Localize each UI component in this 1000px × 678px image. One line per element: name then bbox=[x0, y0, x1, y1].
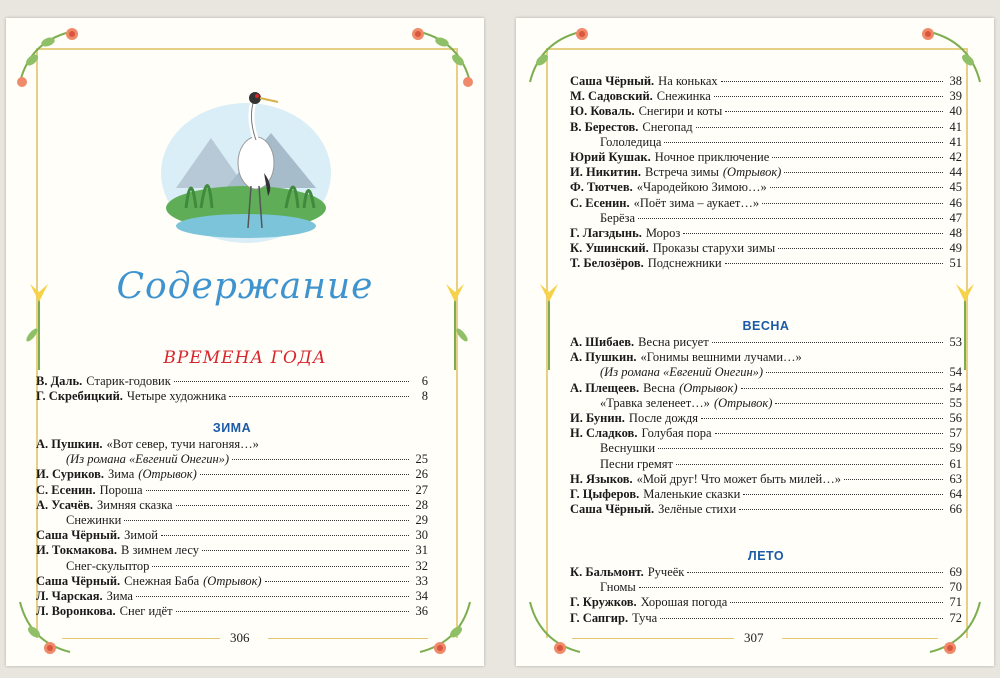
right-page bbox=[516, 18, 994, 666]
toc-entry bbox=[36, 437, 428, 452]
toc-page-number: 53 bbox=[949, 335, 962, 349]
toc-entry bbox=[570, 381, 962, 396]
toc-page-number: 64 bbox=[949, 486, 962, 501]
leader-dots bbox=[660, 618, 943, 619]
toc-page-number: 47 bbox=[949, 210, 962, 225]
toc-title: Снег-скульптор bbox=[66, 558, 150, 573]
toc-entry bbox=[570, 150, 962, 165]
toc-entry bbox=[570, 487, 962, 502]
toc-page-number: 8 bbox=[421, 389, 428, 404]
toc-author: Ф. Тютчев. bbox=[570, 180, 633, 195]
toc-page-number: 25 bbox=[415, 452, 428, 467]
toc-author: Н. Сладков. bbox=[570, 426, 638, 441]
toc-entry bbox=[570, 350, 962, 365]
toc-entry bbox=[36, 574, 428, 589]
toc-page-number: 29 bbox=[415, 512, 428, 527]
toc-entry bbox=[570, 365, 962, 380]
toc-author: И. Токмакова. bbox=[36, 543, 117, 558]
leader-dots bbox=[676, 464, 943, 465]
toc-title: Гололедица bbox=[600, 134, 662, 149]
toc-title: Берёза bbox=[600, 210, 636, 225]
toc-page-number: 54 bbox=[949, 365, 962, 380]
leader-dots bbox=[176, 505, 409, 506]
toc-entry bbox=[570, 472, 962, 487]
toc-title: Зимняя сказка bbox=[97, 497, 173, 512]
leader-dots bbox=[721, 81, 943, 82]
leader-dots bbox=[743, 494, 943, 495]
toc-title: Старик-годовик bbox=[86, 374, 171, 388]
toc-author: А. Шибаев. bbox=[570, 335, 635, 349]
toc-entry bbox=[36, 513, 428, 528]
toc-page-number: 44 bbox=[949, 165, 962, 180]
toc-author: И. Бунин. bbox=[570, 410, 625, 425]
toc-title: Четыре художника bbox=[126, 389, 227, 404]
toc-entry bbox=[570, 611, 962, 626]
toc-page-number: 46 bbox=[949, 195, 962, 210]
leader-dots bbox=[146, 490, 409, 491]
toc-page-number: 6 bbox=[421, 374, 428, 388]
leader-dots bbox=[124, 520, 409, 521]
section-title-vesna: ВЕСНА bbox=[742, 319, 790, 333]
leader-dots bbox=[741, 388, 943, 389]
toc-page-number: 38 bbox=[949, 74, 962, 88]
toc-title: Зима bbox=[106, 588, 133, 603]
toc-entry bbox=[36, 543, 428, 558]
leader-dots bbox=[739, 509, 943, 510]
footer-rule bbox=[782, 638, 938, 639]
toc-page-number: 45 bbox=[949, 180, 962, 195]
toc-page-number: 42 bbox=[949, 149, 962, 164]
toc-page-number: 49 bbox=[949, 241, 962, 256]
leader-dots bbox=[762, 203, 943, 204]
toc-page-number: 40 bbox=[949, 104, 962, 119]
toc-entry bbox=[570, 74, 962, 89]
toc-page-number: 59 bbox=[949, 441, 962, 456]
toc-title: «Травка зеленеет…» bbox=[600, 395, 710, 410]
toc-author: И. Никитин. bbox=[570, 165, 641, 180]
toc-page-number: 32 bbox=[415, 558, 428, 573]
toc-title: «Мой друг! Что может быть милей…» bbox=[636, 471, 841, 486]
leader-dots bbox=[638, 218, 943, 219]
toc-author: Г. Лагздынь. bbox=[570, 225, 642, 240]
toc-title: Проказы старухи зимы bbox=[652, 241, 776, 256]
toc-page-number: 51 bbox=[949, 256, 962, 271]
toc-entry bbox=[570, 120, 962, 135]
toc-page-number: 70 bbox=[949, 580, 962, 595]
toc-leto bbox=[570, 548, 962, 626]
toc-title: Пороша bbox=[99, 482, 143, 497]
leader-dots bbox=[229, 396, 409, 397]
toc-entry bbox=[36, 483, 428, 498]
toc-author: Саша Чёрный. bbox=[36, 573, 121, 588]
toc-author: Юрий Кушак. bbox=[570, 149, 651, 164]
toc-page-number: 28 bbox=[415, 497, 428, 512]
toc-page-number: 30 bbox=[415, 528, 428, 543]
toc-entry bbox=[570, 580, 962, 595]
lily-ornament bbox=[532, 280, 566, 370]
toc-title: «Поёт зима – аукает…» bbox=[633, 195, 760, 210]
toc-author: М. Садовский. bbox=[570, 89, 653, 104]
section-title-leto: ЛЕТО bbox=[747, 549, 785, 563]
toc-entry bbox=[570, 457, 962, 472]
toc-note: (Отрывок) bbox=[203, 573, 262, 588]
leader-dots bbox=[701, 418, 943, 419]
toc-entry bbox=[570, 135, 962, 150]
toc-title: (Из романа «Евгений Онегин») bbox=[600, 365, 764, 380]
toc-page-number: 26 bbox=[415, 467, 428, 482]
leader-dots bbox=[696, 127, 943, 128]
toc-entry bbox=[570, 104, 962, 119]
toc-page-number: 69 bbox=[949, 565, 962, 579]
page-title: Содержание bbox=[116, 266, 374, 307]
leader-dots bbox=[658, 448, 943, 449]
toc-zima-continued bbox=[570, 74, 962, 271]
leader-dots bbox=[683, 233, 943, 234]
toc-entry bbox=[570, 565, 962, 580]
toc-page-number: 27 bbox=[415, 482, 428, 497]
toc-title: Мороз bbox=[645, 225, 681, 240]
toc-title: Туча bbox=[632, 610, 658, 625]
page-number: 306 bbox=[230, 630, 250, 645]
toc-entry bbox=[36, 604, 428, 619]
toc-title: Весна рисует bbox=[638, 335, 709, 349]
toc-author: А. Пушкин. bbox=[570, 350, 637, 365]
leader-dots bbox=[714, 96, 943, 97]
leader-dots bbox=[778, 248, 943, 249]
crane-illustration bbox=[156, 78, 336, 248]
frame-top bbox=[546, 48, 968, 50]
toc-author: Г. Цыферов. bbox=[570, 486, 640, 501]
toc-vesna bbox=[570, 318, 962, 517]
toc-page-number: 56 bbox=[949, 410, 962, 425]
toc-page-number: 41 bbox=[949, 119, 962, 134]
toc-page-number: 66 bbox=[949, 502, 962, 517]
toc-entry bbox=[570, 196, 962, 211]
leader-dots bbox=[176, 611, 409, 612]
toc-title: «Вот север, тучи нагоняя…» bbox=[106, 437, 259, 451]
toc-title: Весна bbox=[643, 380, 676, 395]
toc-entry bbox=[36, 389, 428, 404]
page-number: 307 bbox=[744, 630, 764, 645]
toc-entry bbox=[570, 426, 962, 441]
toc-author: Саша Чёрный. bbox=[570, 502, 655, 517]
toc-title: После дождя bbox=[628, 410, 699, 425]
leader-dots bbox=[136, 596, 409, 597]
leader-dots bbox=[772, 157, 943, 158]
toc-author: К. Ушинский. bbox=[570, 241, 649, 256]
leader-dots bbox=[784, 172, 943, 173]
toc-author: Л. Чарская. bbox=[36, 588, 103, 603]
toc-entry bbox=[570, 502, 962, 517]
toc-entry bbox=[36, 528, 428, 543]
toc-title: Подснежники bbox=[647, 256, 722, 271]
toc-page-number: 54 bbox=[949, 380, 962, 395]
toc-author: Л. Воронкова. bbox=[36, 604, 116, 619]
toc-entry bbox=[570, 411, 962, 426]
section-title-zima: ЗИМА bbox=[212, 421, 252, 435]
toc-zima bbox=[36, 420, 428, 619]
toc-title: Хорошая погода bbox=[640, 595, 728, 610]
toc-author: И. Суриков. bbox=[36, 467, 104, 482]
toc-page-number: 57 bbox=[949, 426, 962, 441]
footer-rule bbox=[572, 638, 734, 639]
leader-dots bbox=[639, 587, 943, 588]
toc-author: Т. Белозёров. bbox=[570, 256, 644, 271]
leader-dots bbox=[715, 433, 943, 434]
toc-author: В. Берестов. bbox=[570, 119, 639, 134]
toc-note: (Отрывок) bbox=[713, 395, 773, 410]
toc-title: Песни гремят bbox=[600, 456, 673, 471]
toc-page-number: 34 bbox=[415, 588, 428, 603]
collection-title: ВРЕМЕНА ГОДА bbox=[163, 348, 327, 368]
toc-entry bbox=[570, 165, 962, 180]
toc-page-number: 39 bbox=[949, 89, 962, 104]
toc-author: Г. Скребицкий. bbox=[36, 389, 123, 404]
toc-title: Снежная Баба bbox=[124, 573, 200, 588]
toc-page-number: 72 bbox=[949, 610, 962, 625]
toc-entry bbox=[570, 226, 962, 241]
leader-dots bbox=[775, 403, 943, 404]
leader-dots bbox=[725, 111, 943, 112]
toc-title: Зелёные стихи bbox=[658, 502, 737, 517]
toc-title: Гномы bbox=[600, 580, 636, 595]
toc-note: (Отрывок) bbox=[138, 467, 197, 482]
toc-page-number: 61 bbox=[949, 456, 962, 471]
leader-dots bbox=[232, 459, 409, 460]
leader-dots bbox=[712, 342, 943, 343]
toc-title: «Чародейкою Зимою…» bbox=[636, 180, 767, 195]
toc-author: С. Есенин. bbox=[36, 482, 96, 497]
leader-dots bbox=[844, 479, 943, 480]
toc-title: Встреча зимы bbox=[644, 165, 719, 180]
toc-intro bbox=[36, 374, 428, 404]
rose-corner-ornament bbox=[410, 22, 480, 92]
toc-author: Н. Языков. bbox=[570, 471, 633, 486]
leader-dots bbox=[202, 550, 409, 551]
toc-author: Саша Чёрный. bbox=[36, 528, 121, 543]
toc-title: Маленькие сказки bbox=[643, 486, 741, 501]
toc-entry bbox=[570, 441, 962, 456]
leader-dots bbox=[725, 263, 943, 264]
leader-dots bbox=[161, 535, 409, 536]
toc-author: Г. Кружков. bbox=[570, 595, 637, 610]
leader-dots bbox=[730, 602, 943, 603]
footer-rule bbox=[268, 638, 428, 639]
toc-entry bbox=[570, 211, 962, 226]
toc-author: А. Пушкин. bbox=[36, 437, 103, 451]
toc-entry bbox=[570, 180, 962, 195]
leader-dots bbox=[687, 572, 943, 573]
toc-title: Зима bbox=[107, 467, 135, 482]
leader-dots bbox=[174, 381, 409, 382]
toc-entry bbox=[36, 559, 428, 574]
toc-title: «Гонимы вешними лучами…» bbox=[640, 350, 802, 365]
footer-rule bbox=[62, 638, 220, 639]
toc-entry bbox=[570, 241, 962, 256]
toc-entry bbox=[36, 452, 428, 467]
toc-author: Саша Чёрный. bbox=[570, 74, 655, 88]
toc-entry bbox=[570, 335, 962, 350]
toc-author: С. Есенин. bbox=[570, 195, 630, 210]
frame-top bbox=[36, 48, 458, 50]
toc-entry bbox=[36, 374, 428, 389]
toc-page-number: 63 bbox=[949, 471, 962, 486]
toc-title: Снежинка bbox=[656, 89, 711, 104]
toc-title: В зимнем лесу bbox=[120, 543, 199, 558]
toc-author: Ю. Коваль. bbox=[570, 104, 635, 119]
toc-author: В. Даль. bbox=[36, 374, 83, 388]
toc-author: Г. Сапгир. bbox=[570, 610, 629, 625]
toc-author: А. Усачёв. bbox=[36, 497, 94, 512]
leader-dots bbox=[265, 581, 409, 582]
toc-title: Ночное приключение bbox=[654, 149, 770, 164]
toc-entry bbox=[570, 595, 962, 610]
toc-title: Зимой bbox=[124, 528, 158, 543]
toc-page-number: 71 bbox=[949, 595, 962, 610]
leader-dots bbox=[200, 474, 409, 475]
rose-corner-ornament bbox=[10, 22, 80, 92]
toc-note: (Отрывок) bbox=[679, 380, 738, 395]
left-page bbox=[6, 18, 484, 666]
toc-note: (Отрывок) bbox=[722, 165, 782, 180]
toc-page-number: 55 bbox=[949, 395, 962, 410]
toc-page-number: 41 bbox=[949, 134, 962, 149]
leader-dots bbox=[766, 372, 943, 373]
toc-page-number: 31 bbox=[415, 543, 428, 558]
toc-title: Снегири и коты bbox=[638, 104, 723, 119]
toc-page-number: 48 bbox=[949, 225, 962, 240]
toc-author: К. Бальмонт. bbox=[570, 565, 644, 579]
toc-title: (Из романа «Евгений Онегин») bbox=[66, 452, 230, 467]
toc-page-number: 33 bbox=[415, 573, 428, 588]
toc-title: Снег идёт bbox=[119, 604, 173, 619]
toc-entry bbox=[570, 256, 962, 271]
toc-page-number: 36 bbox=[415, 604, 428, 619]
toc-entry bbox=[570, 396, 962, 411]
toc-title: Снегопад bbox=[642, 119, 693, 134]
toc-title: Голубая пора bbox=[641, 426, 712, 441]
toc-entry bbox=[36, 498, 428, 513]
toc-title: Веснушки bbox=[600, 441, 656, 456]
toc-entry bbox=[36, 467, 428, 482]
leader-dots bbox=[664, 142, 943, 143]
leader-dots bbox=[152, 566, 409, 567]
leader-dots bbox=[770, 187, 943, 188]
toc-title: Снежинки bbox=[66, 512, 122, 527]
toc-author: А. Плещеев. bbox=[570, 380, 640, 395]
toc-title: Ручеёк bbox=[647, 565, 685, 579]
toc-entry bbox=[570, 89, 962, 104]
toc-entry bbox=[36, 589, 428, 604]
toc-title: На коньках bbox=[658, 74, 718, 88]
